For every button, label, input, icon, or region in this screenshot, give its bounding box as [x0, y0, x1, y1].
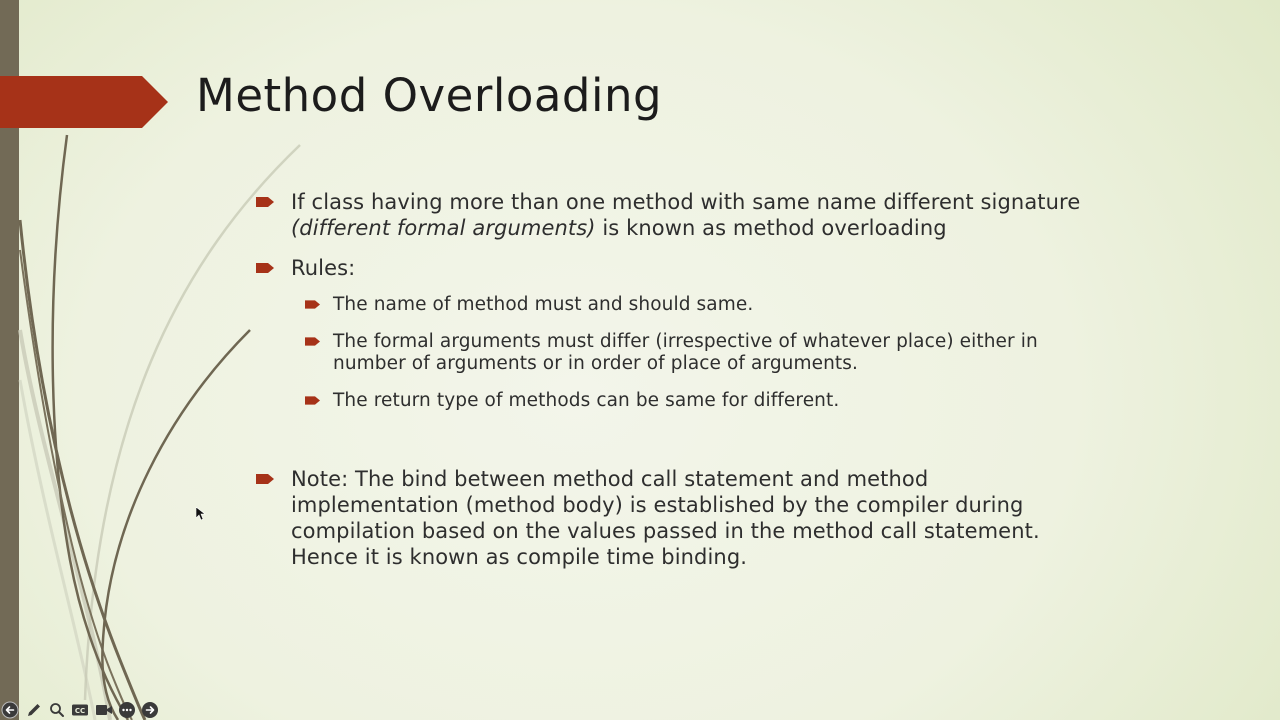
subtitles-button[interactable]: [71, 701, 89, 719]
bullet-text-line: Rules:: [291, 256, 356, 280]
camera-button[interactable]: [95, 701, 113, 719]
pen-tool-button[interactable]: [25, 701, 43, 719]
bullet-arrow-icon: [305, 337, 320, 346]
previous-slide-icon: [1, 701, 19, 719]
next-slide-button[interactable]: [141, 701, 159, 719]
bullet-arrow-icon: [305, 300, 320, 309]
bullet-text-line: The name of method must and should same.: [333, 294, 754, 315]
bullet-arrow-icon: [305, 396, 320, 405]
camera-icon: [95, 701, 113, 719]
more-options-button[interactable]: [118, 701, 136, 719]
svg-text:CC: CC: [74, 707, 86, 715]
bullet-text-line: is known as method overloading: [595, 216, 947, 240]
bullet-text-line: compilation based on the values passed in the method call statement.: [291, 519, 1040, 543]
subtitles-icon: [71, 701, 89, 719]
previous-slide-button[interactable]: [1, 701, 19, 719]
slide-title: Method Overloading: [196, 69, 663, 122]
zoom-icon: [48, 701, 66, 719]
bullet-arrow-icon: [256, 197, 274, 207]
next-slide-icon: [141, 701, 159, 719]
bullet-text-line: If class having more than one method with same name different signature: [291, 190, 1081, 214]
bullet-arrow-icon: [256, 263, 274, 273]
bullet-arrow-icon: [256, 474, 274, 484]
bullet-text-line: Note: The bind between method call statement and method: [291, 467, 929, 491]
zoom-button[interactable]: [48, 701, 66, 719]
bullet-text-line: The return type of methods can be same for different.: [333, 390, 840, 411]
more-options-icon: [118, 701, 136, 719]
bullet-text-line: implementation (method body) is established by the compiler during: [291, 493, 1024, 517]
bullet-text-italic: (different formal arguments): [291, 216, 596, 240]
bullet-text-line: Hence it is known as compile time binding.: [291, 545, 748, 569]
bullet-text-line: The formal arguments must differ (irrespective of whatever place) either in: [333, 331, 1038, 352]
mouse-cursor-icon: [196, 507, 206, 521]
bullet-text-line: number of arguments or in order of place of arguments.: [333, 353, 859, 374]
title-accent-tab: [0, 76, 168, 128]
pen-icon: [25, 701, 43, 719]
